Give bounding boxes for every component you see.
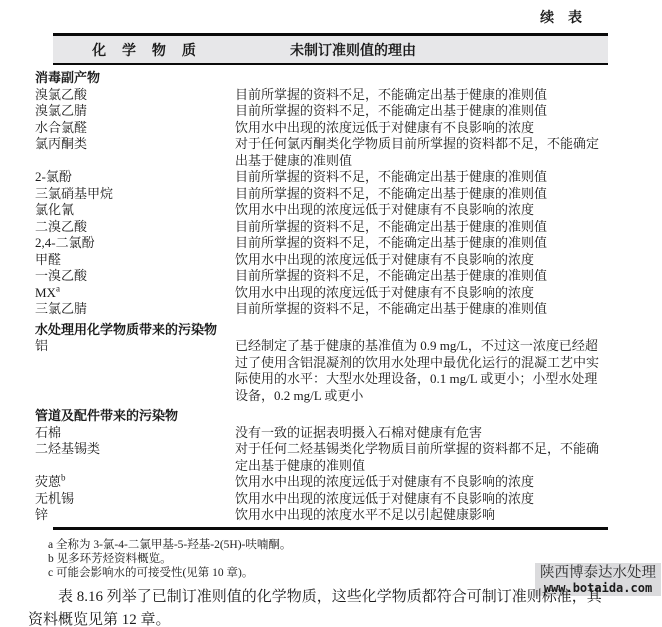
chemical-name — [35, 441, 235, 474]
column-header-reason: 未制订准则值的理由 — [290, 41, 416, 58]
chemical-name-text: 溴氯乙腈 — [35, 103, 88, 118]
reason-text: 对于任何二烃基锡类化学物质目前所掌握的资料都不足，不能确定出基于健康的准则值 — [235, 441, 600, 473]
chemical-name-text: 水合氯醛 — [35, 119, 88, 135]
chemical-name — [35, 474, 235, 491]
chemical-name-text: 一溴乙酸 — [35, 268, 88, 283]
chemical-name-text: 甲醛 — [35, 251, 62, 267]
chemical-name-text: 二溴乙酸 — [35, 218, 88, 234]
chemical-name — [35, 268, 235, 285]
chemical-name — [35, 202, 235, 219]
chemical-name — [35, 507, 235, 524]
reason-text: 饮用水中出现的浓度水平不足以引起健康影响 — [235, 507, 496, 522]
table-body — [35, 65, 608, 527]
guideline-table — [35, 33, 608, 530]
table-row — [35, 425, 608, 442]
chemical-name-text: 氯化氰 — [35, 202, 75, 217]
chemical-name-text: 三氯乙腈 — [35, 301, 88, 316]
table-row — [35, 507, 608, 524]
table-row — [35, 186, 608, 203]
table-section — [35, 408, 608, 524]
chemical-name — [35, 219, 235, 236]
chemical-name — [35, 252, 235, 269]
table-row — [35, 268, 608, 285]
table-row — [35, 136, 608, 169]
reason-text: 目前所掌握的资料不足，不能确定出基于健康的准则值 — [235, 185, 548, 201]
reason-text: 目前所掌握的资料不足，不能确定出基于健康的准则值 — [235, 86, 548, 102]
chemical-name — [35, 136, 235, 169]
chemical-name — [35, 120, 235, 137]
chemical-name-text: 锌 — [35, 507, 49, 522]
chemical-name — [35, 301, 235, 318]
reason-text: 没有一致的证据表明摄入石棉对健康有危害 — [235, 424, 483, 440]
chemical-name — [35, 87, 235, 104]
table-row — [35, 120, 608, 137]
chemical-name — [35, 103, 235, 120]
reason-text: 饮用水中出现的浓度远低于对健康有不良影响的浓度 — [235, 284, 535, 300]
table-row — [35, 441, 608, 474]
chemical-name — [35, 235, 235, 252]
reason-text: 饮用水中出现的浓度远低于对健康有不良影响的浓度 — [235, 119, 535, 135]
reason-text: 目前所掌握的资料不足，不能确定出基于健康的准则值 — [235, 301, 548, 316]
table-bottom-border — [53, 527, 608, 530]
table-row — [35, 202, 608, 219]
chemical-name-text: 铝 — [35, 338, 49, 353]
reason-text: 目前所掌握的资料不足，不能确定出基于健康的准则值 — [235, 103, 548, 118]
chemical-name-text: 荧蒽 — [35, 474, 62, 489]
table-row — [35, 103, 608, 120]
table-header-row — [53, 36, 608, 63]
chemical-name — [35, 169, 235, 186]
reason-text: 对于任何氯丙酮类化学物质目前所掌握的资料都不足，不能确定出基于健康的准则值 — [235, 136, 600, 168]
watermark-company: 陕西博泰达水处理 — [540, 565, 656, 581]
table-row — [35, 338, 608, 404]
chemical-name-text: 2-氯酚 — [35, 169, 72, 184]
table-row — [35, 235, 608, 252]
reason-text: 已经制定了基于健康的基准值为 0.9 mg/L，不过这一浓度已经超过了使用含铝混凝剂的饮用水处理中最优化运行的混凝工艺中实际使用的水平：大型水处理设备，0.1 mg/L 或更小；小型水处理设备，0.2 mg/L 或更小 — [235, 338, 600, 403]
reason-text: 饮用水中出现的浓度远低于对健康有不良影响的浓度 — [235, 490, 535, 506]
reason-text: 饮用水中出现的浓度远低于对健康有不良影响的浓度 — [235, 202, 535, 217]
table-row — [35, 87, 608, 104]
chemical-name — [35, 338, 235, 404]
chemical-name — [35, 425, 235, 442]
reason-text: 饮用水中出现的浓度远低于对健康有不良影响的浓度 — [235, 474, 535, 489]
footnote-marker: a — [55, 283, 60, 294]
watermark-url: www.botaida.com — [543, 581, 653, 595]
chemical-name-text: 2,4-二氯酚 — [35, 235, 95, 250]
chemical-name-text: 二烃基锡类 — [35, 441, 101, 456]
section-title: 水处理用化学物质带来的污染物 — [35, 321, 218, 337]
chemical-name — [35, 491, 235, 508]
chemical-name-text: 溴氯乙酸 — [35, 86, 88, 102]
column-header-chemical: 化 学 物 质 — [92, 41, 196, 58]
continued-table-label: 续 表 — [540, 9, 582, 25]
reason-text: 饮用水中出现的浓度远低于对健康有不良影响的浓度 — [235, 251, 535, 267]
chemical-name-text: 三氯硝基甲烷 — [35, 185, 114, 201]
table-row — [35, 491, 608, 508]
body-paragraph: 表 8.16 列举了已制订准则值的化学物质，这些化学物质都符合可制订准则标准，其资料概览见第 12 章。 — [28, 589, 602, 627]
section-title: 管道及配件带来的污染物 — [35, 408, 179, 423]
table-row — [35, 474, 608, 491]
chemical-name-text: 石棉 — [35, 424, 62, 440]
reason-text: 目前所掌握的资料不足，不能确定出基于健康的准则值 — [235, 268, 548, 283]
reason-text: 目前所掌握的资料不足，不能确定出基于健康的准则值 — [235, 169, 548, 184]
table-row — [35, 219, 608, 236]
chemical-name-text: MX — [35, 284, 56, 300]
table-row — [35, 169, 608, 186]
table-section — [35, 322, 608, 405]
chemical-name — [35, 285, 235, 302]
reason-text: 目前所掌握的资料不足，不能确定出基于健康的准则值 — [235, 235, 548, 250]
table-section — [35, 70, 608, 318]
chemical-name — [35, 186, 235, 203]
table-row — [35, 252, 608, 269]
chemical-name-text: 氯丙酮类 — [35, 136, 88, 151]
footnote: a 全称为 3-氯-4-二氯甲基-5-羟基-2(5H)-呋喃酮。 — [48, 539, 292, 551]
footnote-marker: b — [61, 472, 66, 483]
footnote: c 可能会影响水的可接受性(见第 10 章)。 — [48, 567, 254, 579]
reason-text: 目前所掌握的资料不足，不能确定出基于健康的准则值 — [235, 218, 548, 234]
footnote: b 见多环芳烃资料概览。 — [48, 553, 172, 565]
section-title: 消毒副产物 — [35, 70, 101, 85]
table-row — [35, 301, 608, 318]
footnotes — [48, 538, 291, 580]
table-row — [35, 285, 608, 302]
chemical-name-text: 无机锡 — [35, 490, 75, 506]
